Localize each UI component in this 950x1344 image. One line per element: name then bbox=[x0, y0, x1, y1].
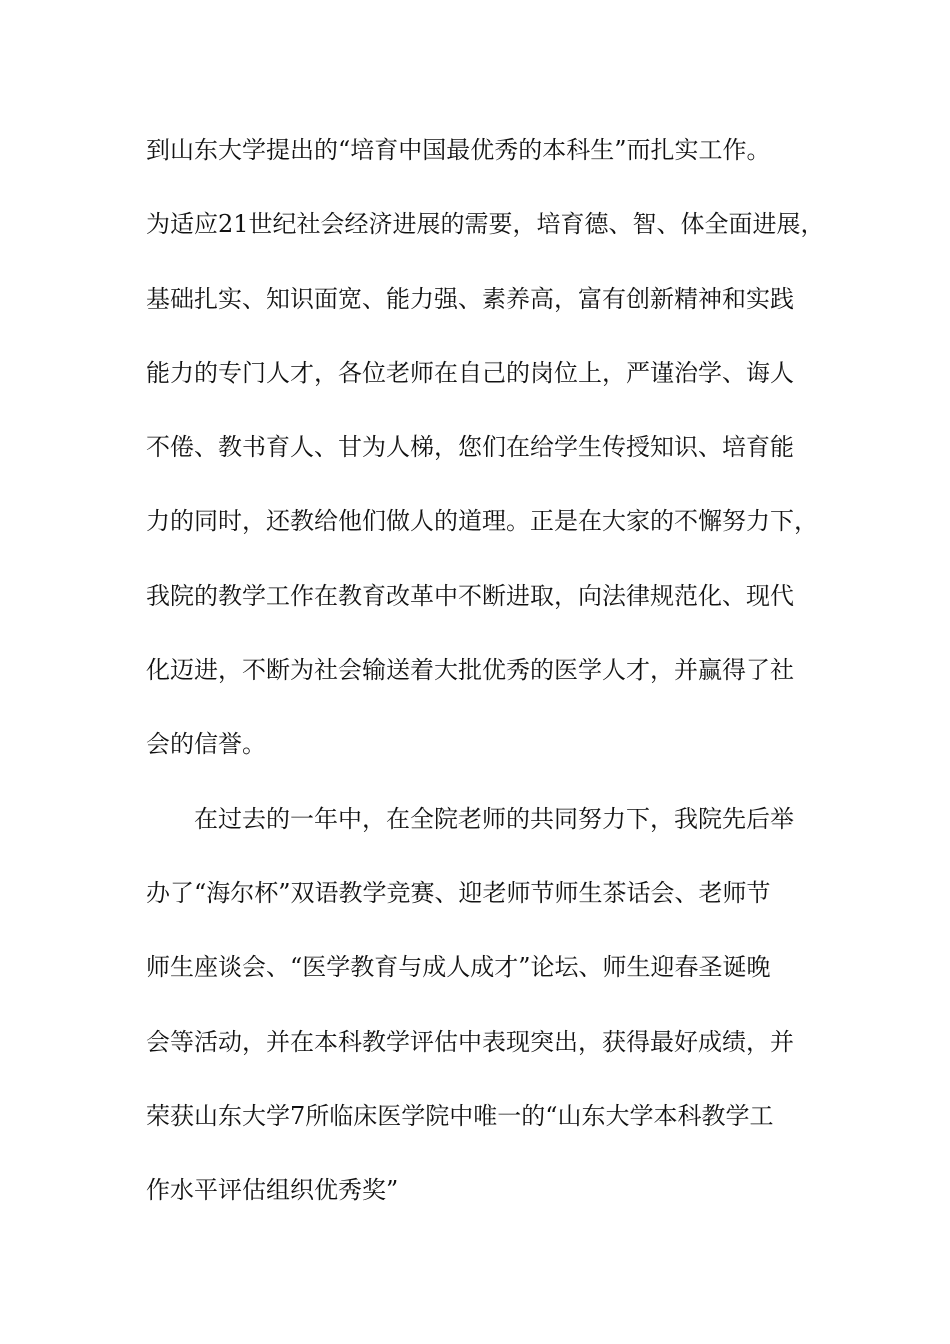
text-line: 能力的专门人才，各位老师在自己的岗位上，严谨治学、诲人 bbox=[146, 358, 794, 387]
text-line: 到山东大学提出的“培育中国最优秀的本科生”而扎实工作。 bbox=[146, 136, 771, 164]
paragraph-start-line: 在过去的一年中，在全院老师的共同努力下，我院先后举 bbox=[194, 804, 794, 833]
text-line: 会等活动，并在本科教学评估中表现突出，获得最好成绩，并 bbox=[146, 1027, 794, 1056]
text-line: 我院的教学工作在教育改革中不断进取，向法律规范化、现代 bbox=[146, 581, 794, 610]
text-line: 化迈进，不断为社会输送着大批优秀的医学人才，并赢得了社 bbox=[146, 656, 794, 685]
text-line: 师生座谈会、“医学教育与成人成才”论坛、师生迎春圣诞晚 bbox=[146, 953, 771, 982]
text-line: 为适应21世纪社会经济进展的需要，培育德、智、体全面进展， bbox=[146, 210, 825, 239]
text-line: 会的信誉。 bbox=[146, 730, 266, 759]
text-line: 荣获山东大学7所临床医学院中唯一的“山东大学本科教学工 bbox=[146, 1101, 774, 1130]
body-text bbox=[146, 130, 846, 1244]
text-line: 作水平评估组织优秀奖” bbox=[146, 1176, 399, 1205]
text-line: 不倦、教书育人、甘为人梯，您们在给学生传授知识、培育能 bbox=[146, 433, 794, 462]
text-line: 基础扎实、知识面宽、能力强、素养高，富有创新精神和实践 bbox=[146, 284, 794, 313]
text-line: 办了“海尔杯”双语教学竞赛、迎老师节师生茶话会、老师节 bbox=[146, 878, 771, 907]
text-line: 力的同时，还教给他们做人的道理。正是在大家的不懈努力下， bbox=[146, 507, 818, 536]
